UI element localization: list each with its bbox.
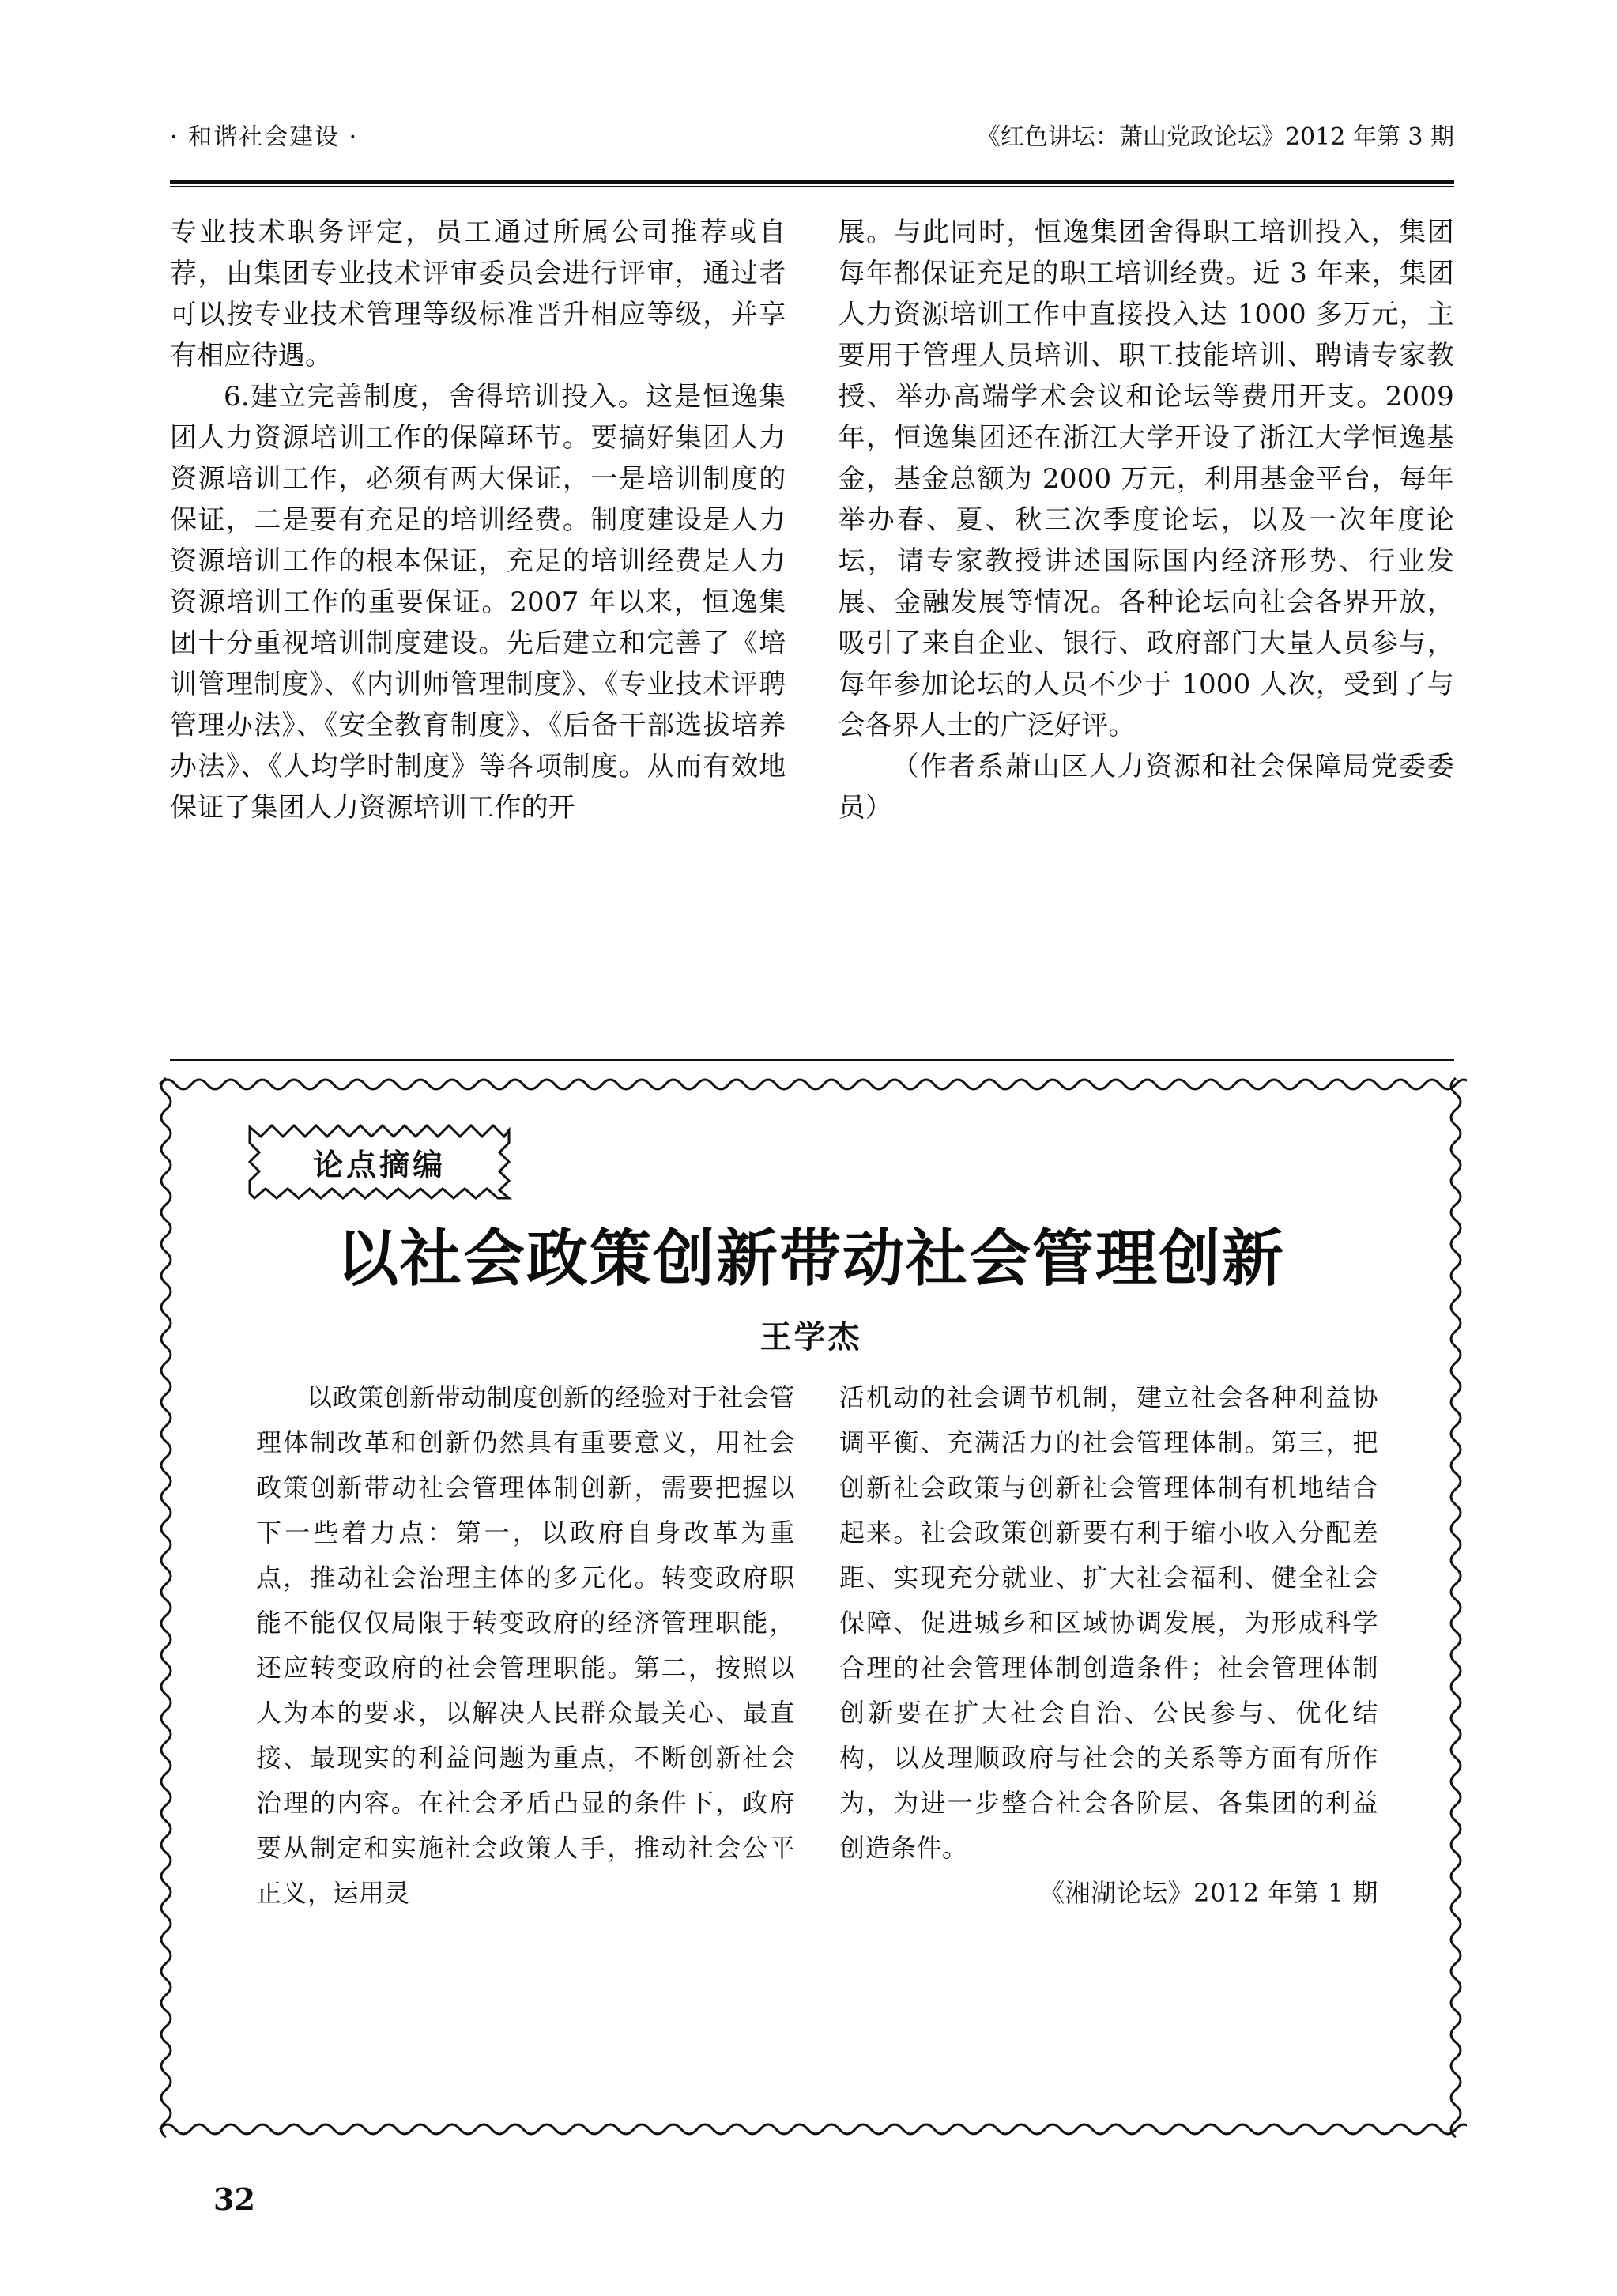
paragraph: 专业技术职务评定，员工通过所属公司推荐或自荐，由集团专业技术评审委员会进行评审，通过者可以按专业技术管理等级标准晋升相应等级，并享有相应待遇。 [170, 217, 786, 371]
page-number: 32 [213, 2181, 255, 2217]
excerpt-box [155, 1073, 1467, 2140]
section-label: · 和谐社会建设 · [170, 123, 359, 151]
excerpt-body [256, 1375, 1378, 1916]
excerpt-source: 《湘湖论坛》2012 年第 1 期 [1039, 1878, 1378, 1908]
excerpt-author: 王学杰 [760, 1318, 862, 1355]
excerpt-column-right [839, 1375, 1378, 1916]
excerpt-title: 以社会政策创新带动社会管理创新 [336, 1223, 1285, 1295]
excerpt-column-left [256, 1375, 795, 1916]
excerpt-content [183, 1097, 1438, 2120]
paragraph: 以政策创新带动制度创新的经验对于社会管理体制改革和创新仍然具有重要意义，用社会政策创新带动社会管理体制创新，需要把握以下一些着力点：第一，以政府自身改革为重点，推动社会治理主体的多元化。转变政府职能不能仅仅局限于转变政府的经济管理职能，还应转变政府的社会管理职能。第二，按照以人为本的要求，以解决人民群众最关心、最直接、最现实的利益问题为重点，不断创新社会治理的内容。在社会矛盾凸显的条件下，政府要从制定和实施社会政策人手，推动社会公平正义，运用灵 [256, 1382, 795, 1908]
journal-reference: 《红色讲坛：萧山党政论坛》2012 年第 3 期 [976, 123, 1454, 151]
article-column-right [839, 212, 1455, 828]
running-head [170, 117, 1454, 152]
article-body [170, 212, 1454, 828]
paragraph: 6.建立完善制度，舍得培训投入。这是恒逸集团人力资源培训工作的保障环节。要搞好集团人力资源培训工作，必须有两大保证，一是培训制度的保证，二是要有充足的培训经费。制度建设是人力资源培训工作的根本保证，充足的培训经费是人力资源培训工作的重要保证。2007 年以来，恒逸集团十分重视培训制度建设。先后建立和完善了《培训管理制度》、《内训师管理制度》、《专业技术评聘管理办法》、《安全教育制度》、《后备干部选拔培养办法》、《人均学时制度》等各项制度。从而有效地保证了集团人力资源培训工作的开 [170, 381, 786, 824]
header-rule [170, 180, 1454, 187]
excerpt-badge-label: 论点摘编 [312, 1146, 446, 1182]
section-divider-rule [170, 1059, 1454, 1061]
paragraph: 活机动的社会调节机制，建立社会各种利益协调平衡、充满活力的社会管理体制。第三，把创新社会政策与创新社会管理体制有机地结合起来。社会政策创新要有利于缩小收入分配差距、实现充分就业、扩大社会福利、健全社会保障、促进城乡和区域协调发展，为形成科学合理的社会管理体制创造条件；社会管理体制创新要在扩大社会自治、公民参与、优化结构，以及理顺政府与社会的关系等方面有所作为，为进一步整合社会各阶层、各集团的利益创造条件。 [839, 1382, 1378, 1863]
article-column-left [170, 212, 786, 828]
paragraph: 展。与此同时，恒逸集团舍得职工培训投入，集团每年都保证充足的职工培训经费。近 3 年来，集团人力资源培训工作中直接投入达 1000 多万元，主要用于管理人员培训、职工技能培训、聘请专家教授、举办高端学术会议和论坛等费用开支。2009 年，恒逸集团还在浙江大学开设了浙江大学恒逸基金，基金总额为 2000 万元，利用基金平台，每年举办春、夏、秋三次季度论坛，以及一次年度论坛，请专家教授讲述国际国内经济形势、行业发展、金融发展等情况。各种论坛向社会各界开放，吸引了来自企业、银行、政府部门大量人员参与，每年参加论坛的人员不少于 1000 人次，受到了与会各界人士的广泛好评。 [838, 217, 1454, 741]
author-note: （作者系萧山区人力资源和社会保障局党委委员） [838, 751, 1454, 824]
excerpt-badge [245, 1119, 514, 1205]
